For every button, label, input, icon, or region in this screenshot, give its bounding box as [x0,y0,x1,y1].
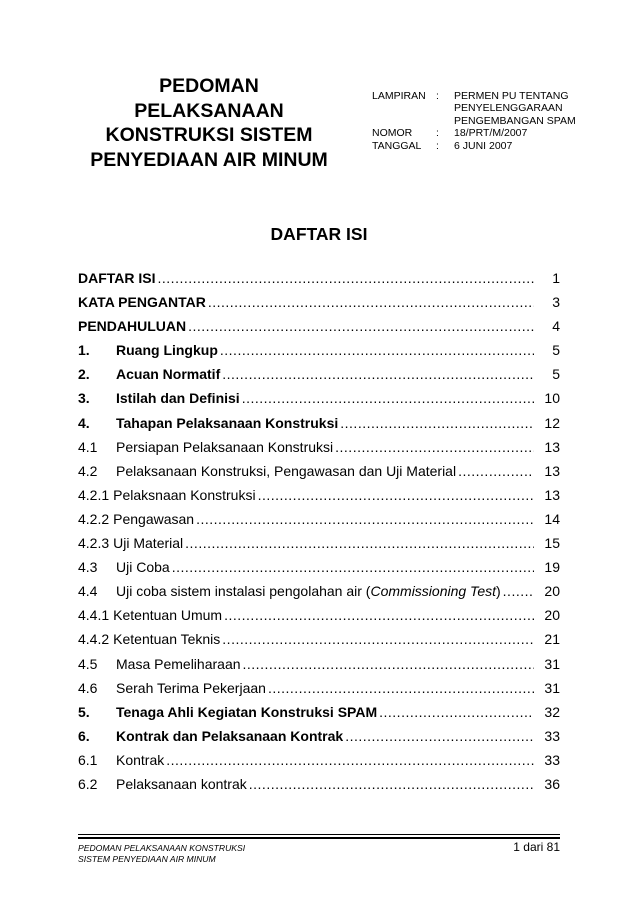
toc-entry[interactable] [78,411,560,435]
toc-entry-number: 6. [78,727,90,744]
toc-entry-page-number: 32 [544,703,560,720]
footer-divider [78,834,560,835]
toc-entry-title [116,338,218,362]
toc-entry-page-number: 31 [544,679,560,696]
toc-entry-page-number: 14 [544,510,560,527]
toc-entry-title-text: Ruang Lingkup [116,342,218,359]
toc-entry-title [78,290,206,314]
toc-entry-page-number: 5 [552,366,560,383]
toc-entry-number: 4.5 [78,655,98,672]
toc-entry-title-text: Ketentuan Umum [113,607,223,624]
toc-entry-title [113,483,255,507]
toc-entry-title-text: DAFTAR ISI [78,270,156,286]
toc-entry-title-italic: Commissioning Test [370,583,496,600]
toc-entry-page-number: 4 [552,318,560,335]
dot-leader [222,627,534,651]
toc-entry[interactable] [78,724,560,748]
lampiran-line: PENYELENGGARAAN [454,102,563,115]
colon: : [436,127,439,140]
colon: : [436,139,439,152]
toc-entry-page-number: 20 [544,583,560,600]
dot-leader [458,459,534,483]
title-line: PENYEDIAAN AIR MINUM [90,148,328,171]
toc-entry-title [78,314,186,338]
toc-entry-title [116,652,241,676]
tanggal-row [372,140,576,152]
toc-entry-page-number: 15 [544,535,560,552]
dot-leader [185,531,534,555]
toc-entry[interactable] [78,676,560,700]
dot-leader [258,483,534,507]
toc-entry[interactable] [78,507,560,531]
toc-entry-page-number: 31 [544,655,560,672]
title-line: PELAKSANAAN [134,99,284,122]
nomor-label: NOMOR [372,127,413,140]
toc-entry-page-number: 19 [544,559,560,576]
toc-entry[interactable] [78,338,560,362]
toc-entry[interactable] [78,579,560,603]
toc-entry-title-text: Pelaksanaan kontrak [116,775,247,792]
toc-entry[interactable] [78,386,560,410]
toc-entry[interactable] [78,483,560,507]
toc-entry[interactable] [78,314,560,338]
toc-entry-title-text: Uji Coba [116,559,170,576]
toc-entry-number: 4.2 [78,462,98,479]
toc-entry-number: 6.2 [78,775,98,792]
lampiran-value [454,90,576,127]
colon: : [436,90,439,102]
toc-entry-title-text: PENDAHULUAN [78,318,187,335]
lampiran-label: LAMPIRAN [372,90,426,102]
toc-entry-number: 4.6 [78,679,98,696]
toc-entry-title-text: Ketentuan Teknis [113,631,221,648]
toc-entry-number: 4. [78,414,90,431]
dot-leader [188,314,534,338]
nomor-value: 18/PRT/M/2007 [454,127,528,140]
toc-entry-number: 3. [78,390,90,407]
toc-entry-page-number: 33 [544,751,560,768]
toc-entry-page-number: 13 [544,486,560,503]
document-title [78,74,340,172]
dot-leader [379,700,534,724]
dot-leader [335,435,534,459]
toc-entry[interactable] [78,266,560,290]
toc-entry[interactable] [78,531,560,555]
dot-leader [208,290,534,314]
toc-entry[interactable] [78,748,560,772]
toc-entry-title [116,411,338,435]
toc-entry[interactable] [78,459,560,483]
toc-entry-title [116,579,501,603]
toc-entry-title-text: Tenaga Ahli Kegiatan Konstruksi SPAM [116,703,378,720]
toc-entry-page-number: 13 [544,462,560,479]
toc-entry-page-number: 12 [544,414,560,431]
footer-divider-thick [78,837,560,839]
dot-leader [172,555,534,579]
toc-entry-number: 6.1 [78,751,98,768]
dot-leader [220,338,534,362]
footer-document-name [78,843,245,865]
footer-line: SISTEM PENYEDIAAN AIR MINUM [78,854,216,864]
dot-leader [268,676,534,700]
footer-line: PEDOMAN PELAKSANAAN KONSTRUKSI [78,843,246,853]
toc-entry-number: 5. [78,703,90,720]
dot-leader [345,724,534,748]
toc-entry-number: 4.3 [78,559,98,576]
lampiran-line: PENGEMBANGAN SPAM [454,114,576,127]
toc-entry-title [113,507,194,531]
toc-entry[interactable] [78,627,560,651]
toc-entry-title [116,676,266,700]
toc-entry-page-number: 13 [544,438,560,455]
toc-entry[interactable] [78,603,560,627]
toc-entry-title-text: Acuan Normatif [116,366,221,383]
toc-entry-title-text: Masa Pemeliharaan [116,655,241,672]
toc-entry-number: 4.2.1 [78,486,110,503]
dot-leader [166,748,534,772]
dot-leader [224,603,534,627]
lampiran-line: PERMEN PU TENTANG [454,90,569,102]
toc-entry-title [116,700,377,724]
toc-entry-page-number: 33 [544,727,560,744]
toc-entry-title-text: Uji coba sistem instalasi pengolahan air ( [116,583,371,600]
toc-entry[interactable] [78,700,560,724]
toc-entry-number: 4.2.3 [78,535,110,552]
toc-entry[interactable] [78,290,560,314]
nomor-row [372,127,576,139]
toc-entry-title [116,724,343,748]
toc-entry-page-number: 21 [544,631,560,648]
toc-entry[interactable] [78,652,560,676]
toc-entry-page-number: 10 [544,390,560,407]
toc-entry-title-text: Pengawasan [113,510,195,527]
toc-entry-page-number: 20 [544,607,560,624]
toc-entry-page-number: 3 [552,294,560,311]
toc-entry-title [113,603,222,627]
toc-entry-title [116,772,247,796]
dot-leader [222,362,534,386]
toc-entry-title-text: Kontrak [116,751,165,768]
toc-entry-title [116,748,164,772]
regulation-metadata [372,90,576,152]
page-indicator: 1 dari 81 [513,840,560,854]
toc-entry-title-text: Uji Material [113,535,184,552]
toc-entry-title [113,627,220,651]
tanggal-value: 6 JUNI 2007 [454,139,513,152]
toc-entry-number: 4.4.2 [78,631,110,648]
dot-leader [503,579,534,603]
toc-entry-title-text: Istilah dan Definisi [116,390,240,407]
toc-entry-number: 4.4.1 [78,607,110,624]
toc-entry-title-text: Serah Terima Pekerjaan [116,679,266,696]
dot-leader [340,411,534,435]
toc-entry-title-text: Pelaksnaan Konstruksi [113,486,256,503]
toc-heading: DAFTAR ISI [270,224,368,244]
toc-entry-title-text: Kontrak dan Pelaksanaan Kontrak [116,727,344,744]
toc-entry-number: 4.4 [78,583,98,600]
toc-entry-number: 2. [78,366,90,383]
toc-entry-page-number: 1 [552,270,560,286]
toc-entry-title-text: Pelaksanaan Konstruksi, Pengawasan dan Uji Material [116,462,457,479]
toc-entry-title [116,435,333,459]
toc-entry-title [113,531,183,555]
dot-leader [242,386,534,410]
lampiran-row [372,90,576,127]
dot-leader [249,772,534,796]
dot-leader [196,507,534,531]
toc-entry-title-text: KATA PENGANTAR [78,294,206,311]
toc-entry-number: 4.2.2 [78,510,110,527]
toc-entry-title [116,459,456,483]
toc-entry-title [116,386,240,410]
toc-entry[interactable] [78,555,560,579]
toc-entry-title-text: Persiapan Pelaksanaan Konstruksi [116,438,334,455]
title-line: KONSTRUKSI SISTEM [105,124,313,146]
toc-entry[interactable] [78,772,560,796]
title-line: PEDOMAN [159,75,259,97]
toc-entry-page-number: 36 [544,775,560,792]
toc-entry-title-text: Tahapan Pelaksanaan Konstruksi [116,414,339,431]
toc-entry-number: 4.1 [78,438,98,455]
toc-entry-number: 1. [78,342,90,359]
toc-entry-title [116,555,170,579]
toc-entry-page-number: 5 [552,342,560,359]
toc-entry[interactable] [78,362,560,386]
dot-leader [243,652,534,676]
table-of-contents [78,266,560,796]
tanggal-label: TANGGAL [372,139,422,152]
toc-entry-title [116,362,220,386]
toc-entry-title [78,266,156,290]
dot-leader [158,266,534,290]
toc-entry[interactable] [78,435,560,459]
toc-entry-title-suffix: ) [496,583,501,600]
